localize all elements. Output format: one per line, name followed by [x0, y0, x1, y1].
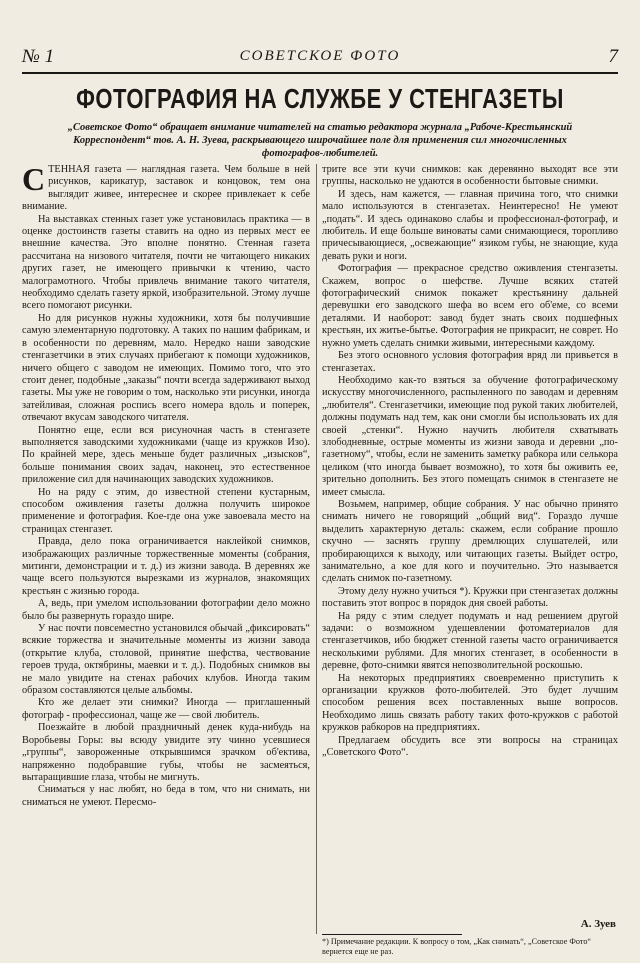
paragraph [22, 161, 310, 214]
paragraph: У нас почти повсеместно установился обычай „фиксировать“ всякие торжества и значительные моменты из жизни завода (открытие клуба, столовой, принятие шефства, чествование героев труда, октябрины, маевки и т. д.). Подобных снимков вы не мало увидите на стенах рабочих клубов. Иногда таким образом составляются целые альбомы. [22, 623, 310, 697]
left-column [22, 161, 310, 809]
paragraph: Сниматься у нас любят, но беда в том, что ни снимать, ни сниматься не умеют. Пересмо- [22, 784, 310, 808]
paragraph: трите все эти кучи снимков: как деревянно выходят все эти группы, насколько не удаются в особенности бытовые снимки. [322, 164, 618, 188]
author-signature: А. Зуев [580, 918, 616, 930]
editorial-lead: „Советское Фото“ обращает внимание читателей на статью редактора журнала „Рабоче-Крестьянский Корреспондент“ тов. А. Н. Зуева, раскрывающего широчайшее поле для применения сил многочисленных фотографов-любителей. [67, 122, 573, 159]
paragraph: Правда, дело пока ограничивается наклейкой снимков, изображающих различные торжественные моменты (собрания, митинги, демонстрации и т. д.) из жизни завода. В деревнях же чаще всего пользуются вырезками из журналов, знакомящих крестьян с жизнью города. [22, 536, 310, 597]
paragraph: Фотография — прекрасное средство оживления стенгазеты. Скажем, вопрос о шефстве. Лучше всяких статей фотографический снимок покажет крестьянину дальней деревушки его заводского шефа во всем его об'еме, со всеми деталями. И наоборот: завод будет знать своих подшефных крестьян, их житье-бытье. Фотография не прикрасит, не соврет. Но нужно уметь сделать снимки живыми, интересными каждому. [322, 263, 618, 349]
paragraph: На некоторых предприятиях своевременно приступить к организации кружков фото-любителей. Это будет лучшим способом решения всех поставленных выше вопросов. Необходимо лишь связать работу таких фото-кружков с работой кружков рабкоров на предприятиях. [322, 672, 618, 734]
article-headline: ФОТОГРАФИЯ НА СЛУЖБЕ У СТЕНГАЗЕТЫ [76, 82, 564, 114]
page-header [22, 46, 618, 68]
paragraph: На ряду с этим следует подумать и над решением другой задачи: о возможном удешевлении фотоматериалов для стенгазетчиков, ибо бюджет стенной газеты часто ограничивается несколькими рублями. Для многих стенгазет, в особенности в деревне, фото-снимки явятся непозволительной роскошью. [322, 610, 618, 672]
paragraph: Кто же делает эти снимки? Иногда — приглашенный фотограф - профессионал, чаще же — свой любитель. [22, 697, 310, 721]
paragraph: А, ведь, при умелом использовании фотографии дело можно было бы развернуть гораздо шире. [22, 598, 310, 622]
column-divider [316, 164, 317, 934]
paragraph: Поезжайте в любой праздничный денек куда-нибудь на Воробьевы Горы: вы всюду увидите эту чинно усевшиеся „группы“, завороженные открывшимся зрачком об'ектива, напряженно подобравшие губы, чтобы не засмеяться, вытаращившие глаза, чтобы не мигнуть. [22, 722, 310, 783]
paragraph: На выставках стенных газет уже установилась практика — в оценке достоинств газеты ставить на одно из первых мест ее внешние качества. Это вполне понятно. Стенная газета рассчитана на низового читателя, почти не читающего никаких других газет, не имеющего привычки к чтению, часто малограмотного. Чтобы привлечь внимание такого читателя, необходимо сделать газету яркой, изобразительной. Этому лучше всего помогают рисунки. [22, 213, 310, 312]
paragraph: Этому делу нужно учиться *). Кружки при стенгазетах должны поставить этот вопрос в порядок дня своей работы. [322, 585, 618, 610]
paragraph: Без этого основного условия фотография вряд ли привьется в стенгазетах. [322, 350, 618, 374]
right-column [322, 164, 618, 760]
paragraph: Но на ряду с этим, до известной степени кустарным, способом оживления газеты должна получить широкое применение и фотография. Кое-где она уже завоевала место на страницах стенгазет. [22, 486, 310, 535]
footnote-rule [322, 934, 462, 935]
paragraph: Предлагаем обсудить все эти вопросы на страницах „Советского Фото“. [322, 734, 618, 759]
paragraph: Возьмем, например, общие собрания. У нас обычно принято снимать ничего не говорящий „общий вид“. Гораздо лучше выделить характерную деталь: скажем, если собрание прошло скучно — заснять группу дремлющих слушателей, или пробирающихся к выходу, или читающих газеты. Выйдет остро, занимательно, а кое для кого и поучительно. Это называется сделать снимок по-газетному. [322, 498, 618, 585]
issue-number: № 1 [22, 46, 55, 67]
paragraph: Необходимо как-то взяться за обучение фотографическому искусству многочисленного, распыленного по заводам и деревням „любителя“. Стенгазетчики, имеющие под рукой таких любителей, должны подумать над тем, как они смогли бы использовать их для своей „стенки“. Нужно научить любителя схватывать злободневные, острые моменты из жизни завода и деревни „по-газетному“, чтобы, если не заменить заметку рабкора или селькора целиком (что иногда бывает возможно), то хотя бы оживить ее, зрительно дополнить. Без этого помещать снимок в стенгазете не имеет смысла. [322, 374, 618, 498]
header-rule [22, 72, 618, 74]
footnote: *) Примечание редакции. К вопросу о том, „Как снимать“, „Советское Фото“ вернется еще не раз. [322, 937, 592, 956]
page-number: 7 [608, 46, 618, 67]
magazine-title: СОВЕТСКОЕ ФОТО [239, 48, 401, 64]
paragraph: Понятно еще, если вся рисуночная часть в стенгазете выполняется заводскими художниками (чаще из кружков Изо). По крайней мере, здесь меньше будет различных „изысков“, больше понимания своих задач, наконец, это естественное приложение сил для начинающих заводских художников. [22, 424, 310, 486]
drop-cap: С [22, 161, 46, 197]
paragraph: И здесь, нам кажется, — главная причина того, что снимки мало используются в стенгазетах. Неинтересно! Не умеют „подать“. И здесь одинаково слабы и профессионал-фотограф, и любитель. И еще больше виноваты сами снимающиеся, торопливо причесывающиеся, „освежающие“ язиком губы, не знающие, куда девать руки и ноги. [322, 188, 618, 262]
paragraph: Но для рисунков нужны художники, хотя бы получившие самую элементарную подготовку. А таких по нашим фабрикам, и в особенности по деревням, мало. Нередко наши заводские стенгазетчики в этих случаях прибегают к помощи художников, ничего общего с заводом не имеющих. Помимо того, что это стоит денег, подобные „заказы“ почти всегда задерживают выход газеты. Мы уже не говорим о том, насколько эти рисунки, иногда затейливая, сложная роспись всего номера вдоль и поперек, отвечают вкусам заводского читателя. [22, 312, 310, 424]
paragraph-text: ТЕННАЯ газета — наглядная газета. Чем больше в ней рисунков, карикатур, заставок и концовок, тем она выглядит живее, интереснее и скорее привлекает к себе внимание. [22, 164, 310, 213]
